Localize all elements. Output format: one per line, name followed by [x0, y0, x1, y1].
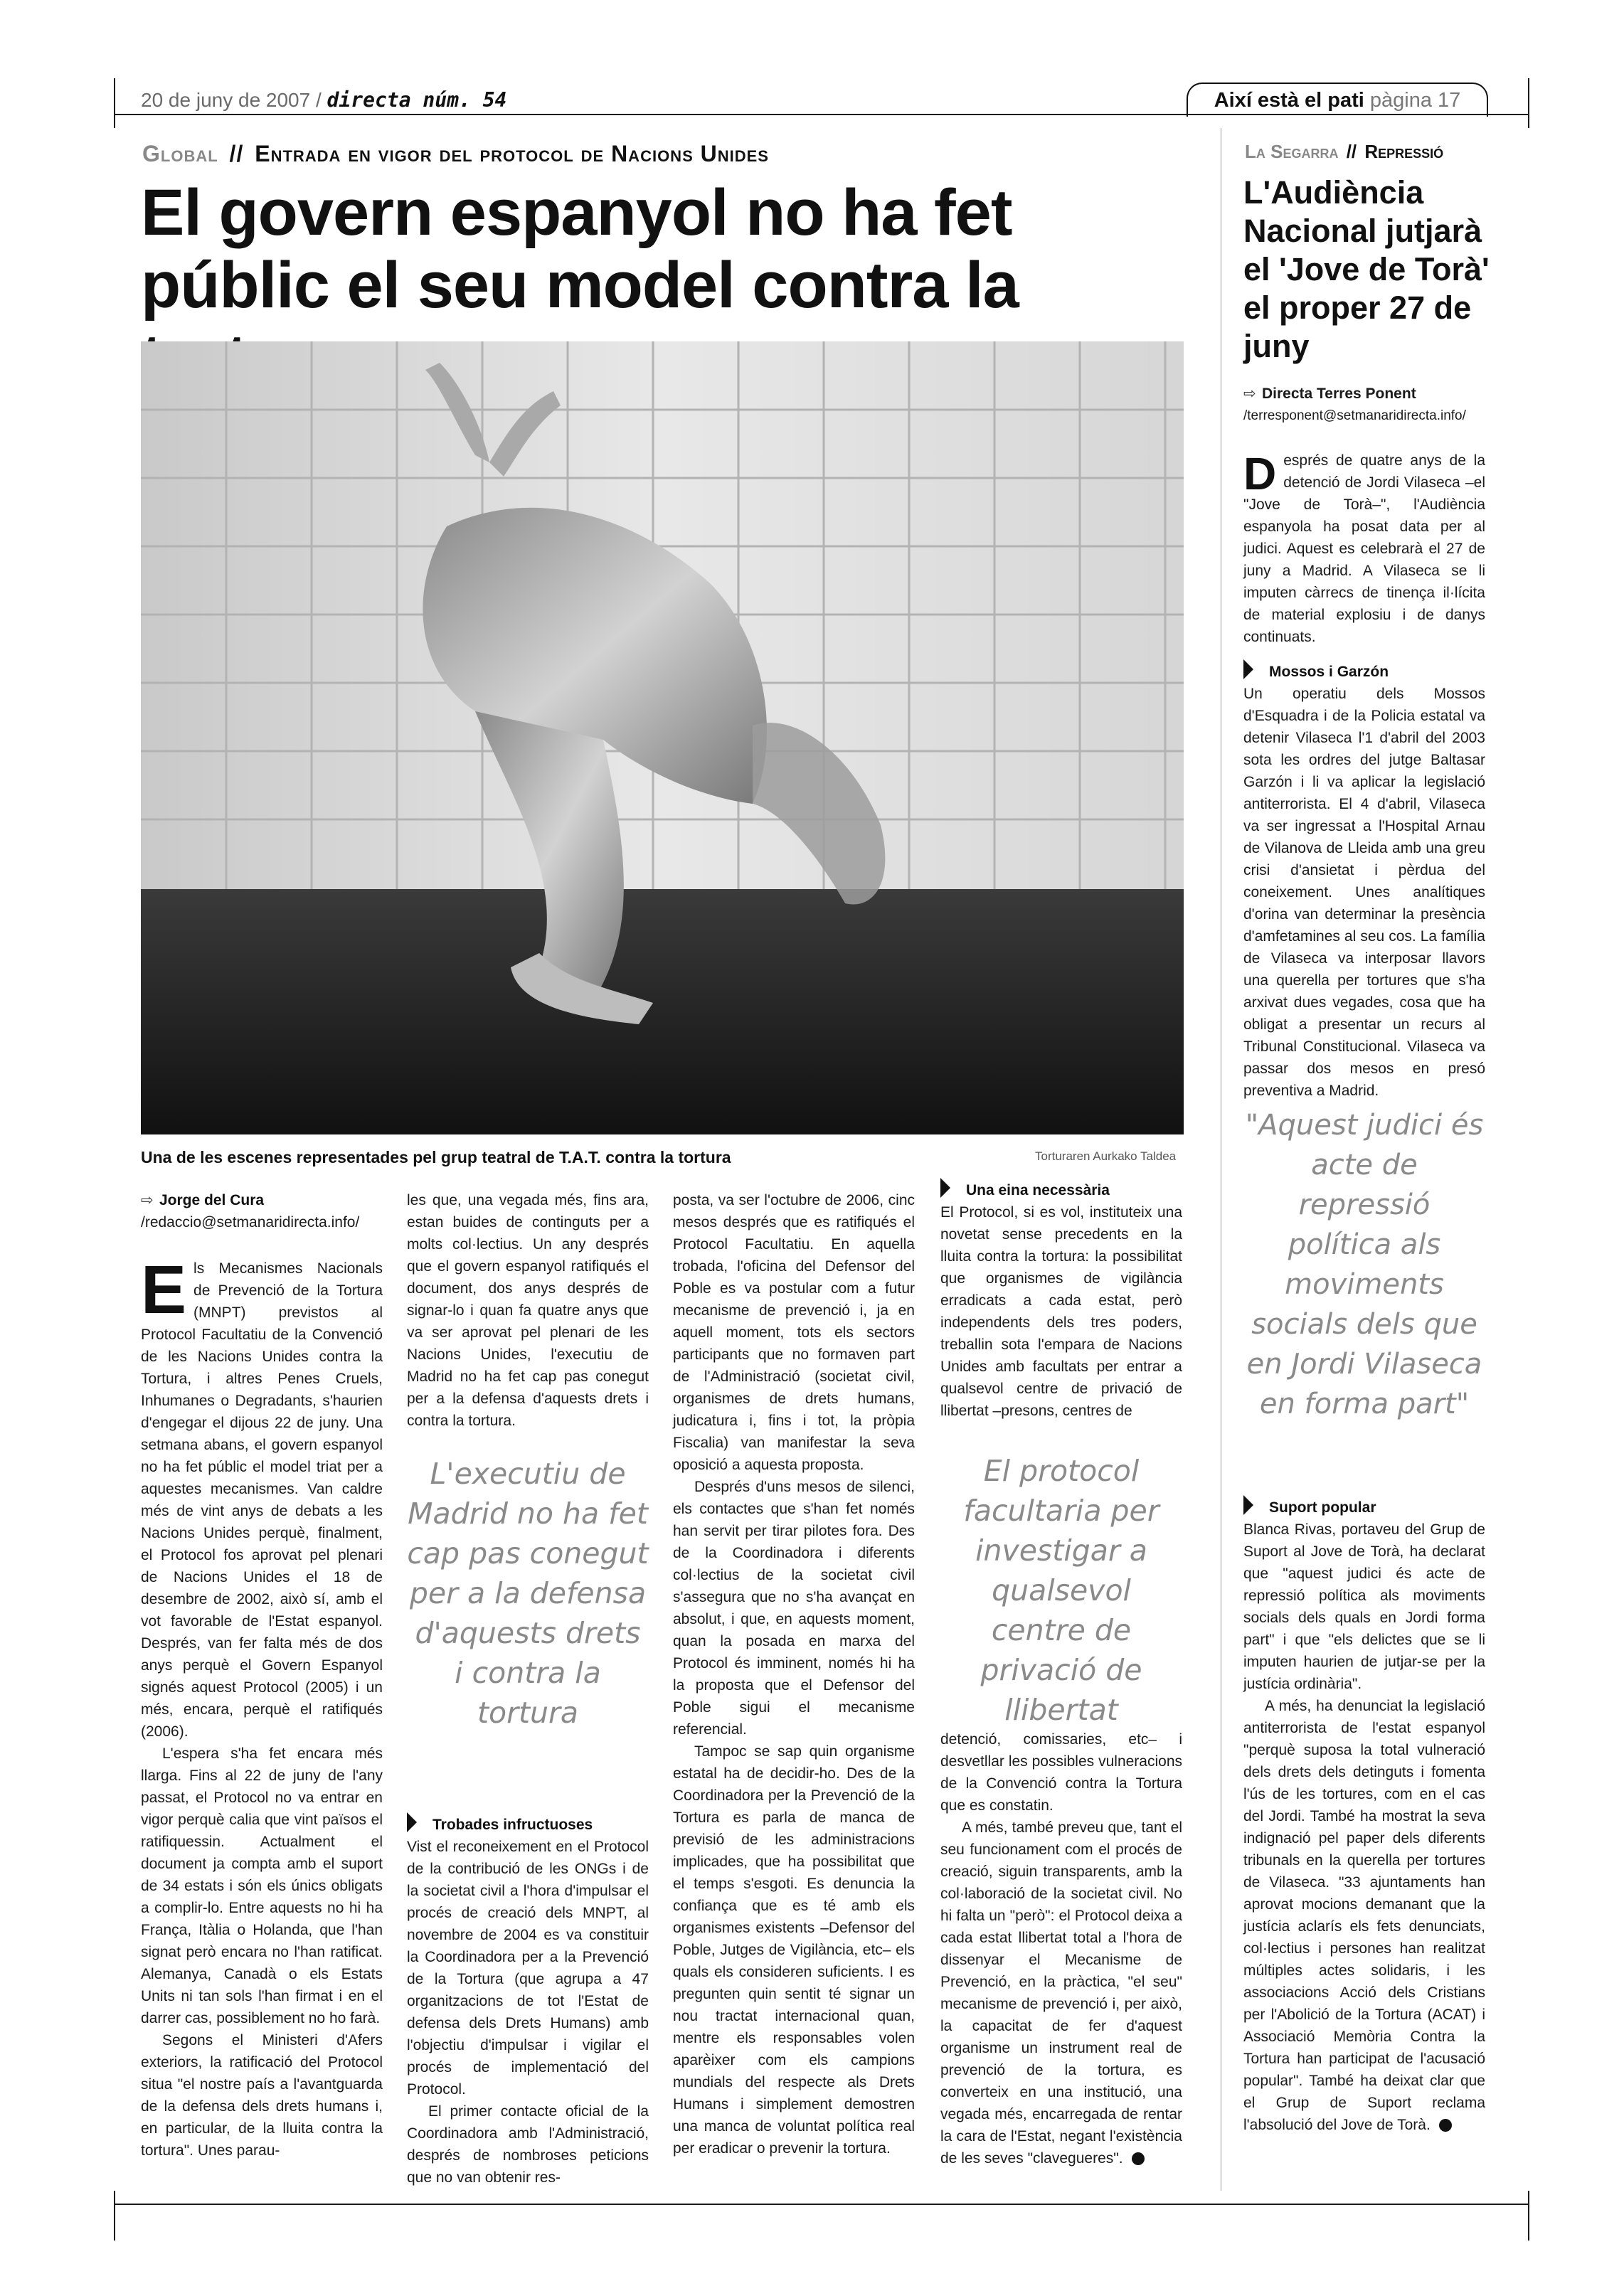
- article-column-2: [407, 1189, 649, 1432]
- article-column-4-lower: [940, 1728, 1182, 2169]
- kicker-topic: Entrada en vigor del protocol de Nacions Unides: [255, 141, 769, 166]
- body-paragraph: A més, també preveu que, tant el seu funcionament com el procés de creació, siguin transparents, amb la col·laboració de la societat civil. No hi falta un "però": el Protocol deixa a cada estat llibertat total a l'hora de dissenyar el Mecanisme de Prevenció, en la pràctica, "el seu" mecanisme de prevenció i, per això, la capacitat de fer d'aquest organisme un instrument real de prevenció de la tortura, es converteix en una institució, una vegada més, encarregada de rentar la cara de l'Estat, negant l'existència de les seves "clavegueres".: [940, 1819, 1182, 2167]
- byline: [141, 1189, 383, 1211]
- kicker-separator: //: [229, 141, 244, 166]
- triangle-flag-icon: [1243, 659, 1253, 679]
- bottom-rule: [114, 2204, 1529, 2205]
- body-paragraph: Tampoc se sap quin organisme estatal ha de decidir-ho. Des de la Coordinadora per la Prevenció de la Tortura es parla de manca de previsió de les administracions implicades, que ha possibilitat que el temps s'esgoti. Es denuncia la confiança que es té amb els organismes existents –Defensor del Poble, Jutges de Vigilància, etc– els quals els consideren suficients. I es pregunten quin sentit té signar un nou tractat internacional quan, mentre els responsables volen aparèixer com els campions mundials del respecte als Drets Humans i simplement demostren una manca de voluntat política real per eradicar o prevenir la tortura.: [673, 1743, 915, 2157]
- sidebar-kicker-separator: //: [1346, 141, 1357, 162]
- article-headline: El govern espanyol no ha fet públic el seu model contra la: [141, 176, 1019, 321]
- body-paragraph: detenció, comissaries, etc– i desvetllar les possibles vulneracions de la Convenció contra la Tortura que es constatin.: [940, 1731, 1182, 1814]
- arrow-right-icon: ⇨: [141, 1192, 154, 1208]
- right-margin-line-bottom: [1528, 2191, 1529, 2241]
- author-email: /redaccio@setmanaridirecta.info/: [141, 1214, 360, 1231]
- article-column-2-lower: [407, 1801, 649, 2189]
- body-paragraph: El Protocol, si es vol, instituteix una novetat sense precedents en la lluita contra la tortura: la possibilitat que organismes de vigilància erradicats a cada estat, però independents dels tres poders, treballin sota l'empara de Nacions Unides amb facultats per entrar a qualsevol centre de privació de llibertat –presons, centres de: [940, 1204, 1182, 1419]
- page-header-tab: [1187, 83, 1488, 117]
- article-column-1: [141, 1189, 383, 2162]
- right-margin-line: [1528, 78, 1529, 128]
- photo-credit: Torturaren Aurkako Taldea: [1035, 1149, 1177, 1163]
- body-paragraph: Segons el Ministeri d'Afers exteriors, la ratificació del Protocol situa "el nostre país a l'avantguarda de la defensa dels drets humans i, en particular, de la lluita contra la tortura". Unes parau-: [141, 2032, 383, 2159]
- pull-quote-2: El protocol facultaria per investigar a qualsevol centre de privació de llibertat: [963, 1454, 1159, 1727]
- issue-date: 20 de juny de 2007 /: [141, 89, 322, 111]
- author-name: Jorge del Cura: [159, 1192, 265, 1208]
- sidebar-body: Blanca Rivas, portaveu del Grup de Suport al Jove de Torà, ha declarat que "aquest judici és acte de repressió política als moviments socials dels quals en Jordi forma part" i que "els delictes que se li imputen haurien de jutjar-se per la justícia ordinària".: [1243, 1521, 1485, 1692]
- subhead-trobades: Trobades infructuoses: [407, 1814, 649, 1836]
- triangle-flag-icon: [407, 1812, 417, 1832]
- arrow-right-icon: ⇨: [1243, 386, 1256, 402]
- sidebar-kicker-topic: Repressió: [1364, 141, 1444, 162]
- sidebar-column: [1243, 450, 1485, 1102]
- subhead-mossos: Mossos i Garzón: [1243, 661, 1485, 683]
- body-paragraph: Vist el reconeixement en el Protocol de la contribució de les ONGs i de la societat civil a l'hora d'impulsar el procés de creació dels MNPT, al novembre de 2004 es va constituir la Coordinadora per a la Prevenció de la Tortura (que agrupa a 47 organitzacions de tot l'Estat de defensa dels Drets Humans) amb l'objectiu d'impulsar i vigilar el procés de implementació del Protocol.: [407, 1839, 649, 2098]
- body-paragraph: L'espera s'ha fet encara més llarga. Fins al 22 de juny de l'any passat, el Protocol no va entrar en vigor perquè calia que vint països el ratifiquessin. Actualment el document ja compta amb el suport de 34 estats i són els únics obligats a complir-lo. Entre aquests no hi ha França, Itàlia o Holanda, que l'han signat però encara no l'han ratificat. Alemanya, Canadà o els Estats Units ni tan sols l'han firmat i en el darrer cas, possiblement no ho farà.: [141, 1745, 383, 2026]
- sidebar-pull-quote: "Aquest judici és acte de repressió política als moviments socials dels que en Jordi Vilaseca en forma part": [1245, 1109, 1484, 1420]
- subhead-eina: Una eina necessària: [940, 1179, 1182, 1201]
- sidebar-kicker-section: La Segarra: [1245, 141, 1339, 162]
- left-margin-line-bottom: [114, 2191, 115, 2241]
- sidebar-author: ⇨ Directa Terres Ponent: [1243, 383, 1485, 405]
- left-margin-line: [114, 78, 115, 128]
- kicker-section: Global: [142, 141, 218, 166]
- article-photo: [141, 341, 1184, 1134]
- drop-cap: E: [141, 1252, 187, 1328]
- body-paragraph: El primer contacte oficial de la Coordinadora amb l'Administració, després de nombroses peticions que no van obtenir res-: [407, 2103, 649, 2186]
- pull-quote-1: L'executiu de Madrid no ha fet cap pas conegut per a la defensa d'aquests drets i contra la tortura: [407, 1457, 649, 1730]
- publication-name: directa núm. 54: [327, 88, 507, 112]
- body-paragraph: les que, una vegada més, fins ara, estan buides de continguts per a molts col·lectius. Un any després que el govern espanyol ratifiqués el document, dos anys després de signar-lo i quan fa quatre anys que va ser aprovat pel plenari de les Nacions Unides, l'executiu de Madrid no ha fet cap pas conegut per a la defensa d'aquests drets i contra la tortura.: [407, 1192, 649, 1429]
- lead-paragraph: Els Mecanismes Nacionals de Prevenció de la Tortura (MNPT) previstos al Protocol Facultatiu de la Convenció de les Nacions Unides contra la Tortura, i altres Penes Cruels, Inhumanes o Degradants, s'haurien d'engegar el dijous 22 de juny. Una setmana abans, el govern espanyol no ha fet públic el model triat per a aquestes mecanismes. Van caldre més de vint anys de debats a les Nacions Unides perquè, finalment, el Protocol fos aprovat pel plenari de Nacions Unides el 18 de desembre de 2002, això sí, amb el vot favorable de l'Estat espanyol. Després, van fer falta més de dos anys perquè el Govern Espanyol signés aquest Protocol (2005) i un més, encara, perquè el ratifiqués (2006).: [141, 1252, 383, 1740]
- triangle-flag-icon: [1243, 1495, 1253, 1515]
- subhead-suport: Suport popular: [1243, 1497, 1485, 1519]
- body-paragraph: Després d'uns mesos de silenci, els contactes que s'han fet només han servit per tirar pilotes fora. Des de la Coordinadora i diferents col·lectius de la societat civil s'assegura que no s'ha avançat en absolut, i que, en aquests moment, quan la posada en marxa del Protocol és imminent, només hi ha la proposta que el Defensor del Poble sigui el mecanisme referencial.: [673, 1479, 915, 1738]
- article-column-4: [940, 1166, 1182, 1422]
- triangle-flag-icon: [940, 1178, 950, 1198]
- article-column-3: [673, 1189, 915, 2159]
- sidebar-author-email: /terresponent@setmanaridirecta.info/: [1243, 408, 1466, 423]
- sidebar-kicker: [1245, 141, 1443, 163]
- directa-end-icon: [1132, 2152, 1145, 2165]
- sidebar-body: A més, ha denunciat la legislació antiterrorista de l'estat espanyol "perquè suposa la total vulneració dels drets dels detinguts i fomenta l'ús de les tortures, com en el cas del Jordi. També ha mostrat la seva indignació pel paper dels diferents tribunals en la querella per tortures de Vilaseca. "33 ajuntaments han aprovat mocions demanant que la justícia aclarís els fets denunciats, col·lectius i persones han realitzat múltiples actes solidaris, i les associacions Acció dels Cristians per l'Abolició de la Tortura (ACAT) i Associació Memòria Contra la Tortura han participat de l'acusació popular". També ha deixat clar que el Grup de Suport reclama l'absolució del Jove de Torà.: [1243, 1698, 1485, 2133]
- page-header-left: [141, 88, 506, 112]
- sidebar-drop-cap: D: [1243, 448, 1277, 499]
- sidebar-byline: [1243, 383, 1485, 427]
- section-name: Així està el pati: [1214, 89, 1364, 112]
- body-paragraph: posta, va ser l'octubre de 2006, cinc mesos després que es ratifiqués el Protocol Facultatiu. En aquella trobada, l'oficina del Defensor del Poble es va postular com a futur mecanisme de prevenció i, ja en aquell moment, tots els sectors participants que no formaven part de l'Administració (societat civil, organismes de drets humans, judicatura i, fins i tot, la pròpia Fiscalia) van manifestar la seva oposició a aquesta proposta.: [673, 1192, 915, 1473]
- article-kicker: [142, 141, 769, 167]
- sidebar-headline: L'Audiència Nacional jutjarà el 'Jove de Torà' el proper 27 de juny: [1243, 174, 1490, 364]
- floor: [141, 889, 1184, 1134]
- page-number: pàgina 17: [1369, 89, 1461, 112]
- sidebar-intro: Després de quatre anys de la detenció de Jordi Vilaseca –el "Jove de Torà–", l'Audiència espanyola ha posat data per al judici. Aquest es celebrarà el 27 de juny a Madrid. A Vilaseca se li imputen càrrecs de tinença il·lícita de material explosiu i de danys continuats.: [1243, 448, 1485, 645]
- directa-end-icon: [1439, 2119, 1452, 2132]
- sidebar-column-lower: [1243, 1484, 1485, 2136]
- photo-caption: Una de les escenes representades pel grup teatral de T.A.T. contra la tortura: [141, 1148, 731, 1166]
- sidebar-body: Un operatiu dels Mossos d'Esquadra i de la Policia estatal va detenir Vilaseca l'1 d'abril del 2003 sota les ordres del jutge Baltasar Garzón i li va aplicar la legislació antiterrorista. El 4 d'abril, Vilaseca va ser ingressat a l'Hospital Arnau de Vilanova de Lleida amb una greu crisi d'ansietat i pèrdua del coneixement. Unes analítiques d'orina van determinar la presència d'amfetamines al seu cos. La família de Vilaseca va interposar llavors una querella per tortures que s'ha arxivat dues vegades, cosa que ha obligat a presentar un recurs al Tribunal Constitucional. Vilaseca va passar dos mesos en presó preventiva a Madrid.: [1243, 686, 1485, 1099]
